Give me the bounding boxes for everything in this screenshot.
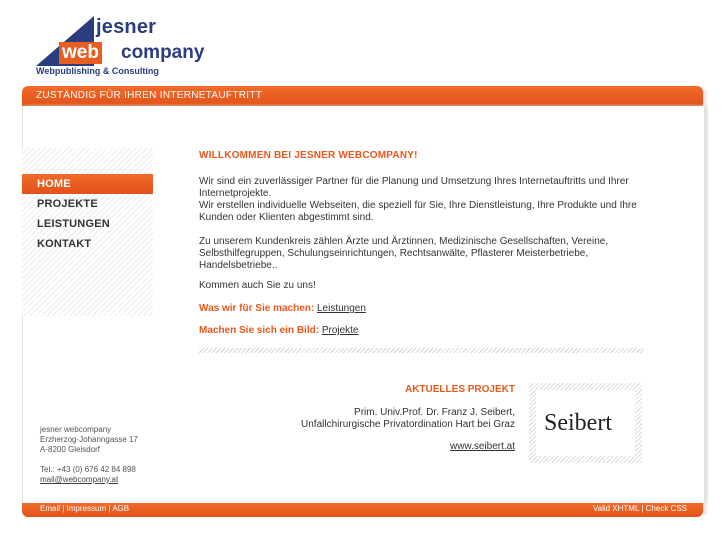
header-tagline: ZUSTÄNDIG FÜR IHREN INTERNETAUFTRITT: [36, 90, 263, 101]
nav-item-home[interactable]: [22, 174, 153, 194]
logo-word-jesner: jesner: [96, 16, 157, 38]
services-label: Was wir für Sie machen:: [199, 303, 315, 314]
nav-item-leistungen[interactable]: [22, 214, 153, 234]
nav-item-kontakt[interactable]: [22, 234, 153, 254]
footer-bar: [22, 503, 703, 517]
logo-word-company: company: [121, 42, 205, 63]
invite-text: Kommen auch Sie zu uns!: [199, 280, 316, 291]
footer-css-link[interactable]: Check CSS: [645, 504, 687, 513]
address-street: Erzherzog-Johanngasse 17: [40, 435, 138, 444]
intro-paragraph: Wir sind ein zuverlässiger Partner für die Planung und Umsetzung Ihres Internetauftritts und Ihrer Internetprojekte.: [199, 176, 629, 199]
address-city: A-8200 Gleisdorf: [40, 445, 101, 454]
footer-xhtml-link[interactable]: Valid XHTML: [592, 504, 640, 513]
section-divider: [199, 348, 644, 353]
footer-impressum-link[interactable]: Impressum: [66, 504, 107, 513]
address-company: jesner webcompany: [40, 425, 112, 434]
project-client-name: Prim. Univ.Prof. Dr. Franz J. Seibert,: [354, 407, 515, 418]
projects-label: Machen Sie sich ein Bild:: [199, 325, 320, 336]
nav-item-projekte[interactable]: [22, 194, 153, 214]
footer-email-link[interactable]: Email: [40, 504, 61, 513]
logo-word-web: web: [59, 42, 102, 64]
project-thumbnail-frame: [536, 390, 635, 456]
project-thumbnail[interactable]: [529, 383, 642, 463]
services-line: [199, 303, 639, 315]
nav-item-label: HOME: [37, 178, 71, 190]
nav-item-label: LEISTUNGEN: [37, 218, 110, 230]
address-email-link[interactable]: mail@webcompany.at: [40, 475, 119, 484]
page-title: WILLKOMMEN BEI JESNER WEBCOMPANY!: [199, 150, 418, 161]
footer-links-right: Valid XHTML | Check CSS: [592, 504, 687, 513]
services-link[interactable]: Leistungen: [317, 303, 366, 314]
project-client-desc: Unfallchirurgische Privatordination Hart bei Graz: [301, 419, 515, 430]
projects-line: [199, 325, 639, 337]
clients-paragraph: Zu unserem Kundenkreis zählen Ärzte und Ärztinnen, Medizinische Gesellschaften, Vereine, Selbsthilfegruppen, Schulungseinrichtungen, Rechtsanwälte, Pflasterer Meisterbetriebe, Handelsbetriebe..: [199, 236, 609, 271]
current-project-title: AKTUELLES PROJEKT: [404, 384, 515, 395]
address-phone: Tel.: +43 (0) 676 42 84 898: [40, 465, 136, 474]
intro-paragraph-2: Wir erstellen individuelle Webseiten, die speziell für Sie, Ihre Dienstleistung, Ihre Produkte und Ihre Kunden oder Klienten abgestimmt sind.: [199, 200, 637, 223]
footer-agb-link[interactable]: AGB: [112, 504, 130, 513]
header-bar: [22, 86, 703, 106]
project-logo-text: Seibert: [544, 410, 612, 436]
main-navigation: [22, 148, 153, 316]
company-logo[interactable]: [36, 16, 205, 78]
nav-item-label: KONTAKT: [37, 238, 92, 250]
project-website-link[interactable]: www.seibert.at: [449, 441, 515, 452]
logo-tagline: Webpublishing & Consulting: [36, 66, 159, 76]
nav-item-label: PROJEKTE: [37, 198, 98, 210]
footer-links-left: Email | Impressum | AGB: [40, 504, 130, 513]
main-content: [199, 150, 644, 336]
projects-link[interactable]: Projekte: [321, 325, 359, 336]
